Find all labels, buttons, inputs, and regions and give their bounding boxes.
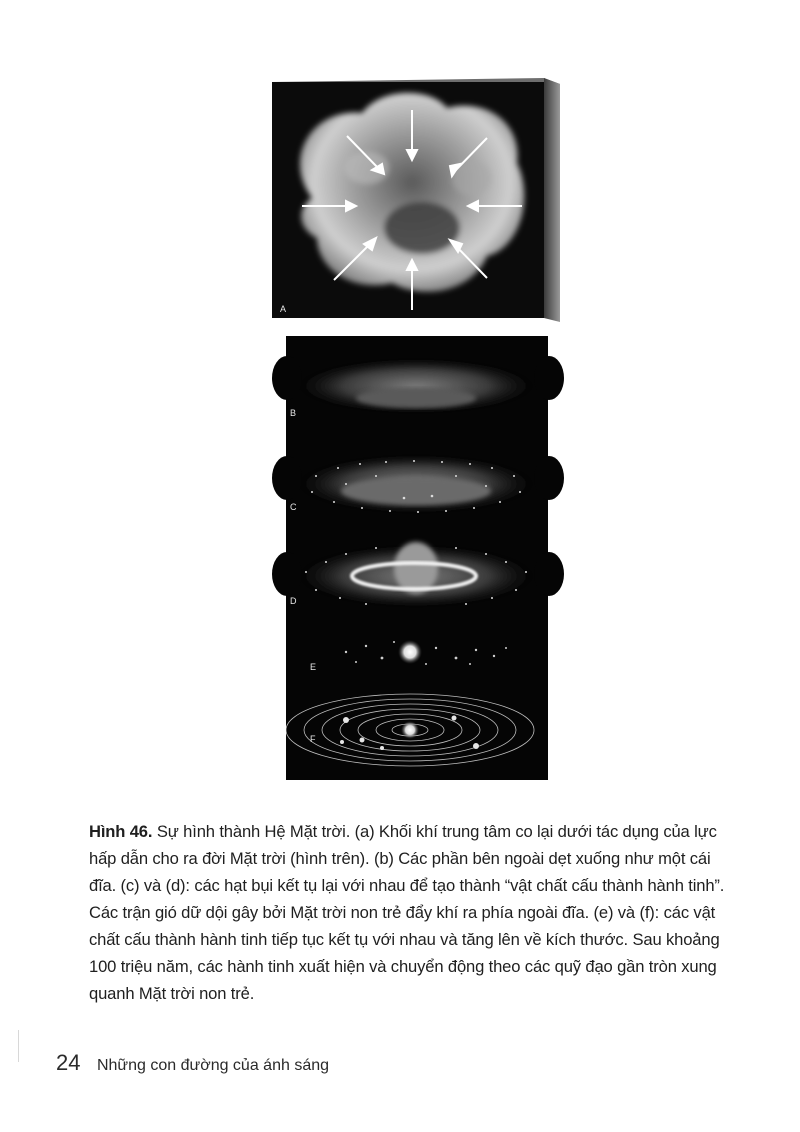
- margin-rule: [18, 1030, 19, 1062]
- stage-b-disk: [294, 358, 538, 414]
- figure-caption: [89, 818, 729, 1007]
- stage-d-ring: [294, 542, 538, 608]
- panel-label-f: F: [310, 734, 316, 744]
- panel-label-c: C: [290, 502, 297, 512]
- panel-label-e: E: [310, 662, 317, 672]
- stage-c-dust-disk: [294, 454, 538, 514]
- page-footer: [56, 1050, 329, 1076]
- panel-label-d: D: [290, 596, 297, 606]
- figure-panel-a: [272, 78, 560, 322]
- caption-text: Sự hình thành Hệ Mặt trời. (a) Khối khí trung tâm co lại dưới tác dụng của lực hấp dẫn cho ra đời Mặt trời (hình trên). (b) Các phần bên ngoài dẹt xuống như một cái đĩa. (c) và (d): các hạt bụi kết tụ lại với nhau để tạo thành “vật chất cấu thành hành tinh”. Các trận gió dữ dội gây bởi Mặt trời non trẻ đẩy khí ra phía ngoài đĩa. (e) và (f): các vật chất cấu thành hành tinh tiếp tục kết tụ với nhau và tăng lên về kích thước. Sau khoảng 100 triệu năm, các hành tinh xuất hiện và chuyển động theo các quỹ đạo gần tròn xung quanh Mặt trời non trẻ.: [89, 822, 725, 1003]
- running-title: Những con đường của ánh sáng: [96, 1057, 330, 1074]
- formation-stages-illustration: [286, 336, 548, 780]
- page-number: 24: [56, 1050, 81, 1075]
- panel-label-b: B: [290, 408, 297, 418]
- panel-label-a: A: [280, 304, 287, 314]
- stage-e-planetesimals: [345, 640, 507, 665]
- figure-panels-b-to-f: [286, 336, 548, 780]
- figure-number: Hình 46.: [89, 822, 153, 841]
